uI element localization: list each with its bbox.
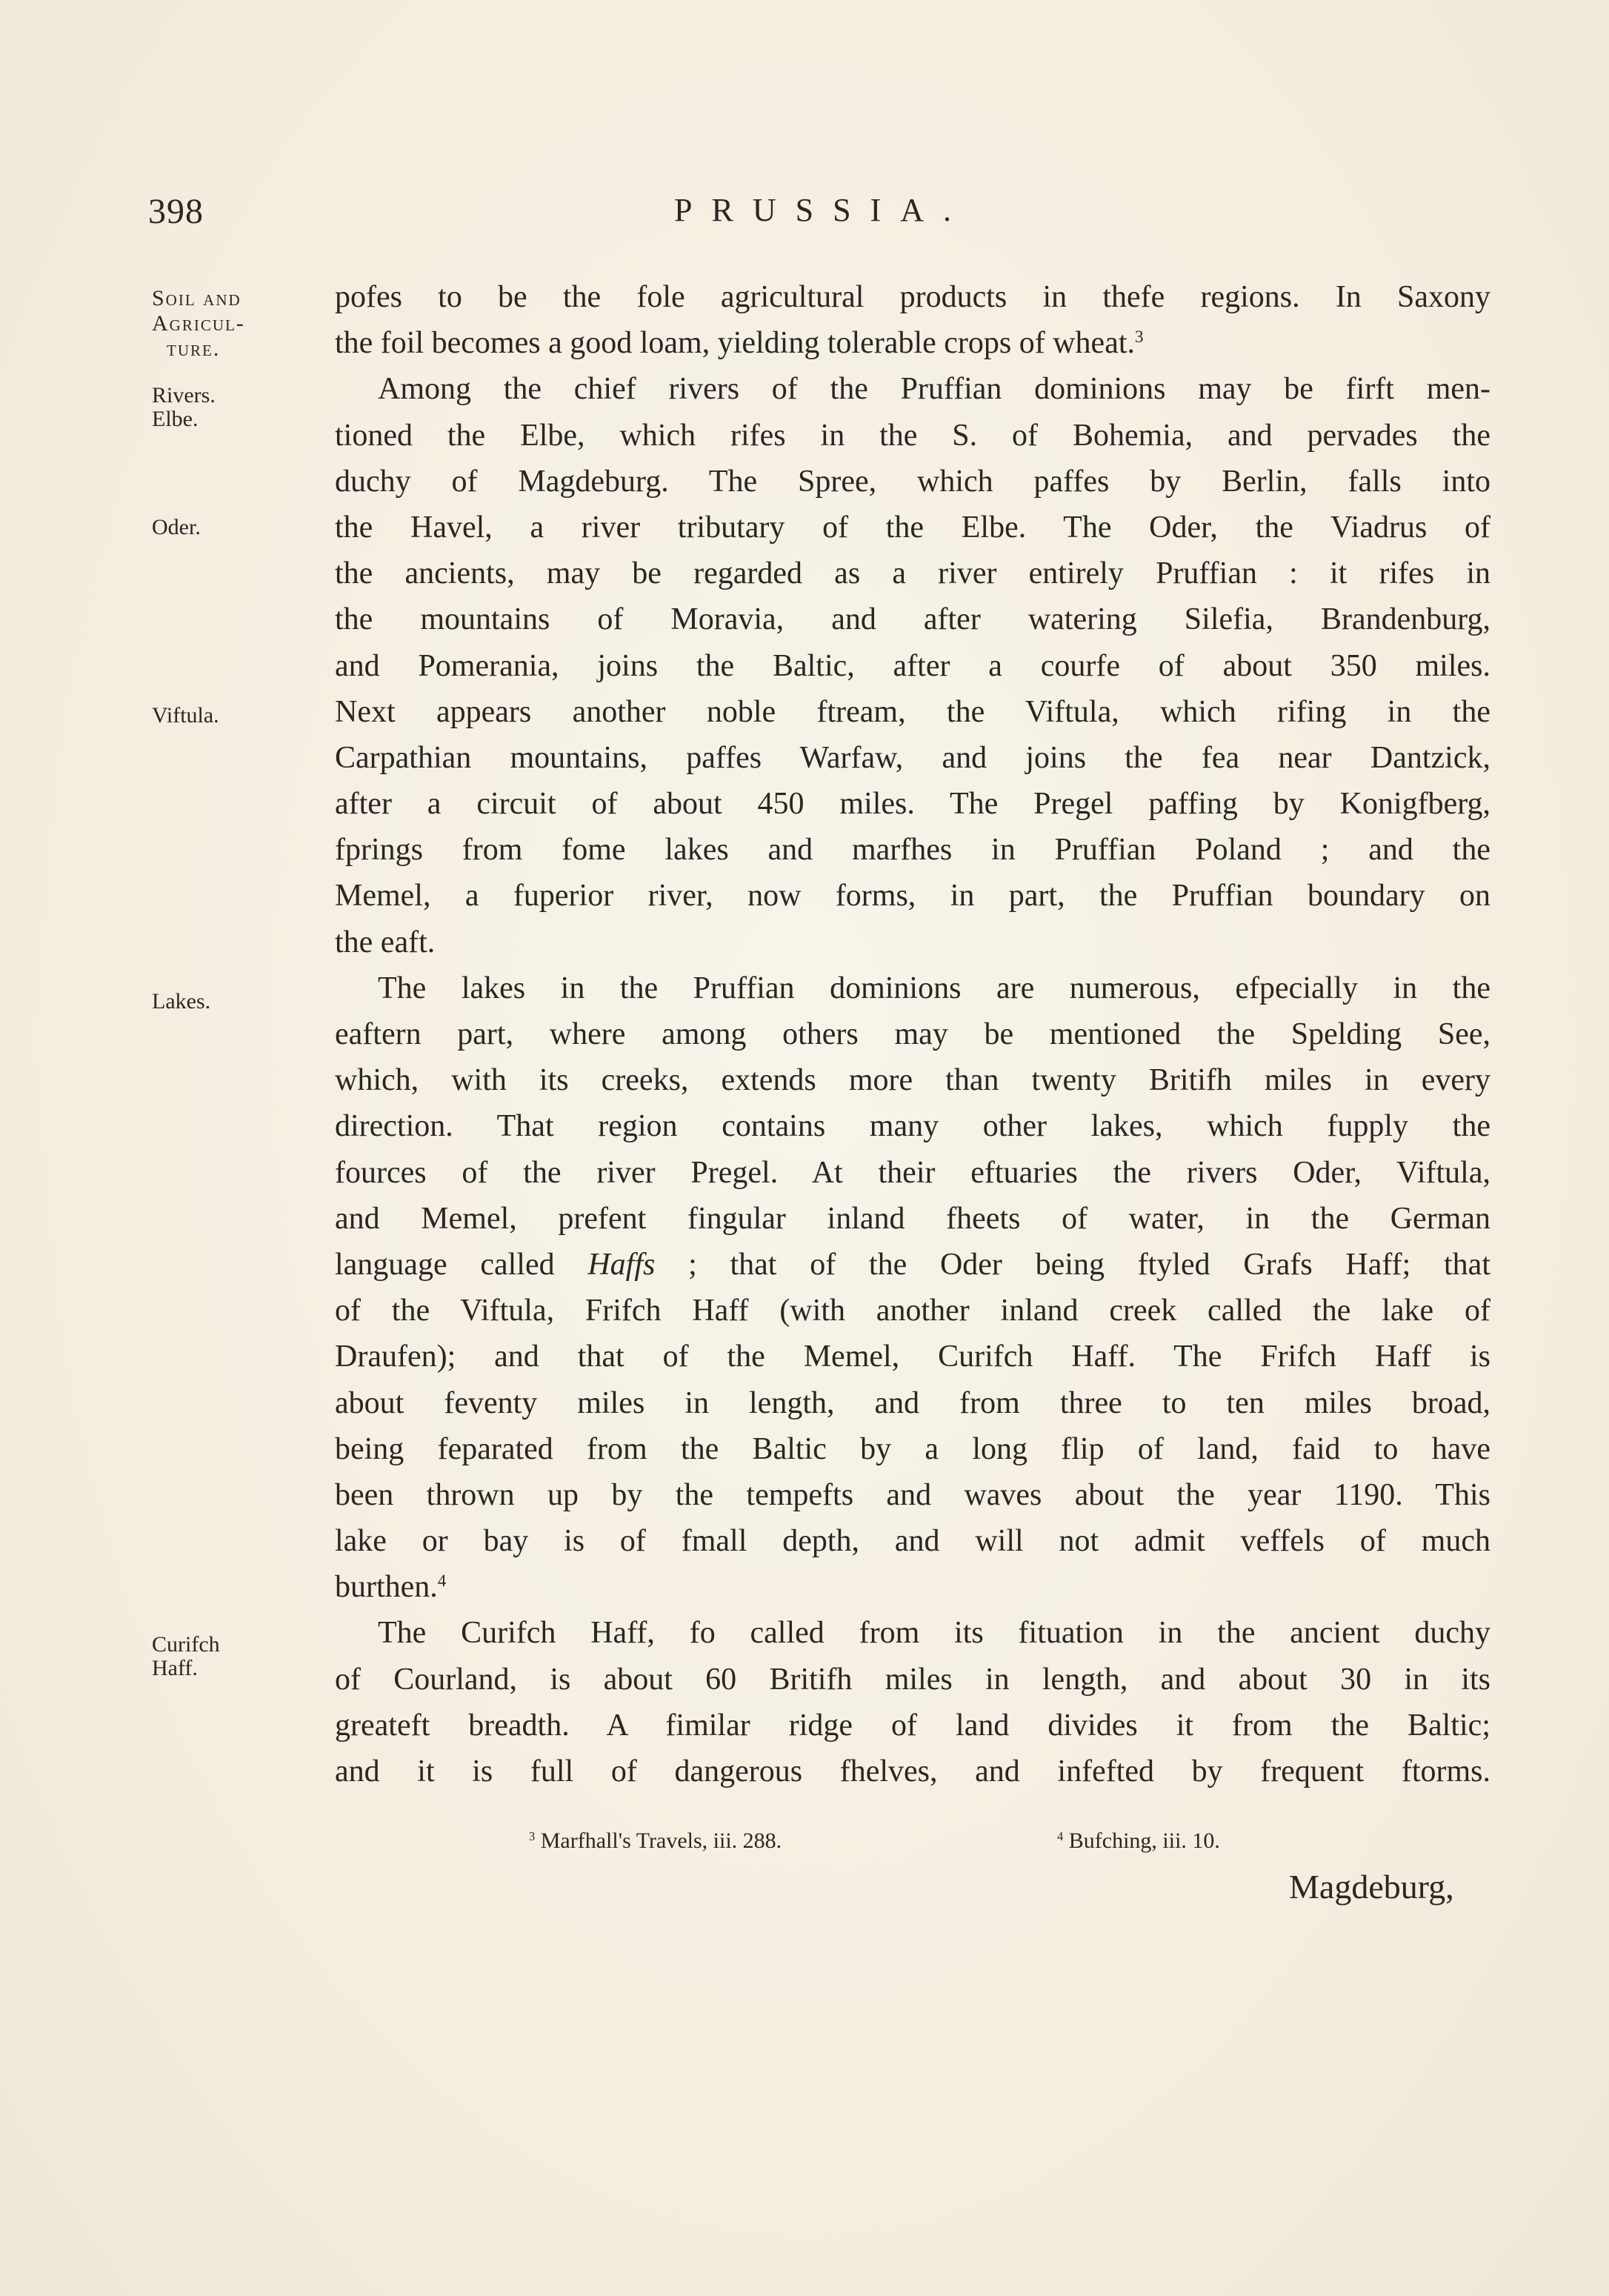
text-line: direction. That region contains many other lakes, which fupply the [335, 1109, 1490, 1144]
text-line: Memel, a fuperior river, now forms, in part, the Pruffian boundary on [335, 879, 1490, 914]
text-line [335, 320, 1490, 366]
page-header [148, 191, 1496, 243]
footnotes [335, 1829, 1490, 1861]
text-line: tioned the Elbe, which rifes in the S. of Bohemia, and pervades the [335, 418, 1490, 453]
text-line: Among the chief rivers of the Pruffian dominions may be firft men- [378, 372, 1490, 407]
text-line: and Pomerania, joins the Baltic, after a courfe of about 350 miles. [335, 648, 1490, 683]
footnote-ref: 3 [1135, 327, 1144, 347]
text-line: being feparated from the Baltic by a long flip of land, faid to have [335, 1431, 1490, 1466]
text-span: ; that of the Oder being ftyled Grafs Haff; that [688, 1247, 1490, 1282]
margin-note-vistula [152, 704, 219, 728]
text-span: burthen. [335, 1570, 438, 1605]
margin-note-line: Agricul- [152, 311, 245, 336]
text-span: the foil becomes a good loam, yielding tolerable crops of wheat. [335, 326, 1136, 361]
italic-term: Haffs [587, 1247, 656, 1282]
body-text [335, 274, 1490, 1794]
footnote-mark: 4 [1057, 1829, 1064, 1844]
margin-note-lakes [152, 990, 210, 1014]
margin-note-soil-and-agriculture [152, 286, 245, 362]
footnote-4 [1057, 1829, 1220, 1854]
text-line: of Courland, is about 60 Britifh miles in length, and about 30 in its [335, 1662, 1490, 1697]
text-line: which, with its creeks, extends more than twenty Britifh miles in every [335, 1063, 1490, 1098]
margin-note-oder [152, 516, 201, 539]
text-line: of the Viftula, Frifch Haff (with another inland creek called the lake of [335, 1294, 1490, 1328]
margin-note-curisch-haff [152, 1633, 220, 1680]
text-line: and Memel, prefent fingular inland fheets of water, in the German [335, 1201, 1490, 1236]
page-number: 398 [148, 192, 204, 231]
text-line: The lakes in the Pruffian dominions are numerous, efpecially in the [378, 971, 1490, 1005]
text-line: Next appears another noble ftream, the Viftula, which rifing in the [335, 694, 1490, 729]
margin-note-line: Lakes. [152, 989, 211, 1014]
margin-note-line: Oder. [152, 515, 201, 539]
text-line: been thrown up by the tempefts and waves about the year 1190. This [335, 1477, 1490, 1512]
text-line [335, 1242, 1490, 1288]
footnote-3 [529, 1829, 782, 1854]
text-line: the Havel, a river tributary of the Elbe. The Oder, the Viadrus of [335, 510, 1490, 545]
margin-note-line: Soil and [152, 286, 241, 310]
text-line: pofes to be the fole agricultural products in thefe regions. In Saxony [335, 280, 1490, 314]
text-line: the eaft. [335, 925, 436, 959]
margin-note-line: Elbe. [152, 407, 199, 431]
margin-note-rivers-elbe [152, 384, 216, 431]
footnote-text: Marfhall's Travels, iii. 288. [540, 1829, 782, 1853]
footnote-text: Bufching, iii. 10. [1068, 1829, 1220, 1853]
margin-note-line: Haff. [152, 1656, 198, 1680]
text-line: about feventy miles in length, and from three to ten miles broad, [335, 1385, 1490, 1420]
text-line [335, 1564, 1490, 1610]
margin-note-line: Viftula. [152, 703, 219, 728]
margin-note-line: Rivers. [152, 383, 216, 407]
running-title: PRUSSIA. [674, 192, 970, 228]
text-line: fources of the river Pregel. At their eftuaries the rivers Oder, Viftula, [335, 1155, 1490, 1190]
text-line: greateft breadth. A fimilar ridge of land divides it from the Baltic; [335, 1708, 1490, 1743]
margin-note-line: ture. [167, 336, 221, 361]
text-line: after a circuit of about 450 miles. The Pregel paffing by Konigfberg, [335, 787, 1490, 822]
text-line: eaftern part, where among others may be mentioned the Spelding See, [335, 1017, 1490, 1051]
catchword: Magdeburg, [1289, 1868, 1454, 1906]
text-line: The Curifch Haff, fo called from its fituation in the ancient duchy [378, 1616, 1490, 1651]
text-line: lake or bay is of fmall depth, and will not admit veffels of much [335, 1524, 1490, 1559]
text-line: the ancients, may be regarded as a river entirely Pruffian : it rifes in [335, 556, 1490, 591]
footnote-ref: 4 [437, 1571, 447, 1591]
footnote-mark: 3 [529, 1829, 536, 1844]
margin-note-line: Curifch [152, 1632, 220, 1657]
text-line: duchy of Magdeburg. The Spree, which paffes by Berlin, falls into [335, 464, 1490, 499]
text-line: Draufen); and that of the Memel, Curifch Haff. The Frifch Haff is [335, 1340, 1490, 1374]
text-span: language called [335, 1247, 555, 1282]
text-line: Carpathian mountains, paffes Warfaw, and joins the fea near Dantzick, [335, 740, 1490, 775]
text-line: fprings from fome lakes and marfhes in Pruffian Poland ; and the [335, 833, 1490, 868]
text-line: and it is full of dangerous fhelves, and infefted by frequent ftorms. [335, 1754, 1490, 1788]
text-line: the mountains of Moravia, and after watering Silefia, Brandenburg, [335, 602, 1490, 637]
